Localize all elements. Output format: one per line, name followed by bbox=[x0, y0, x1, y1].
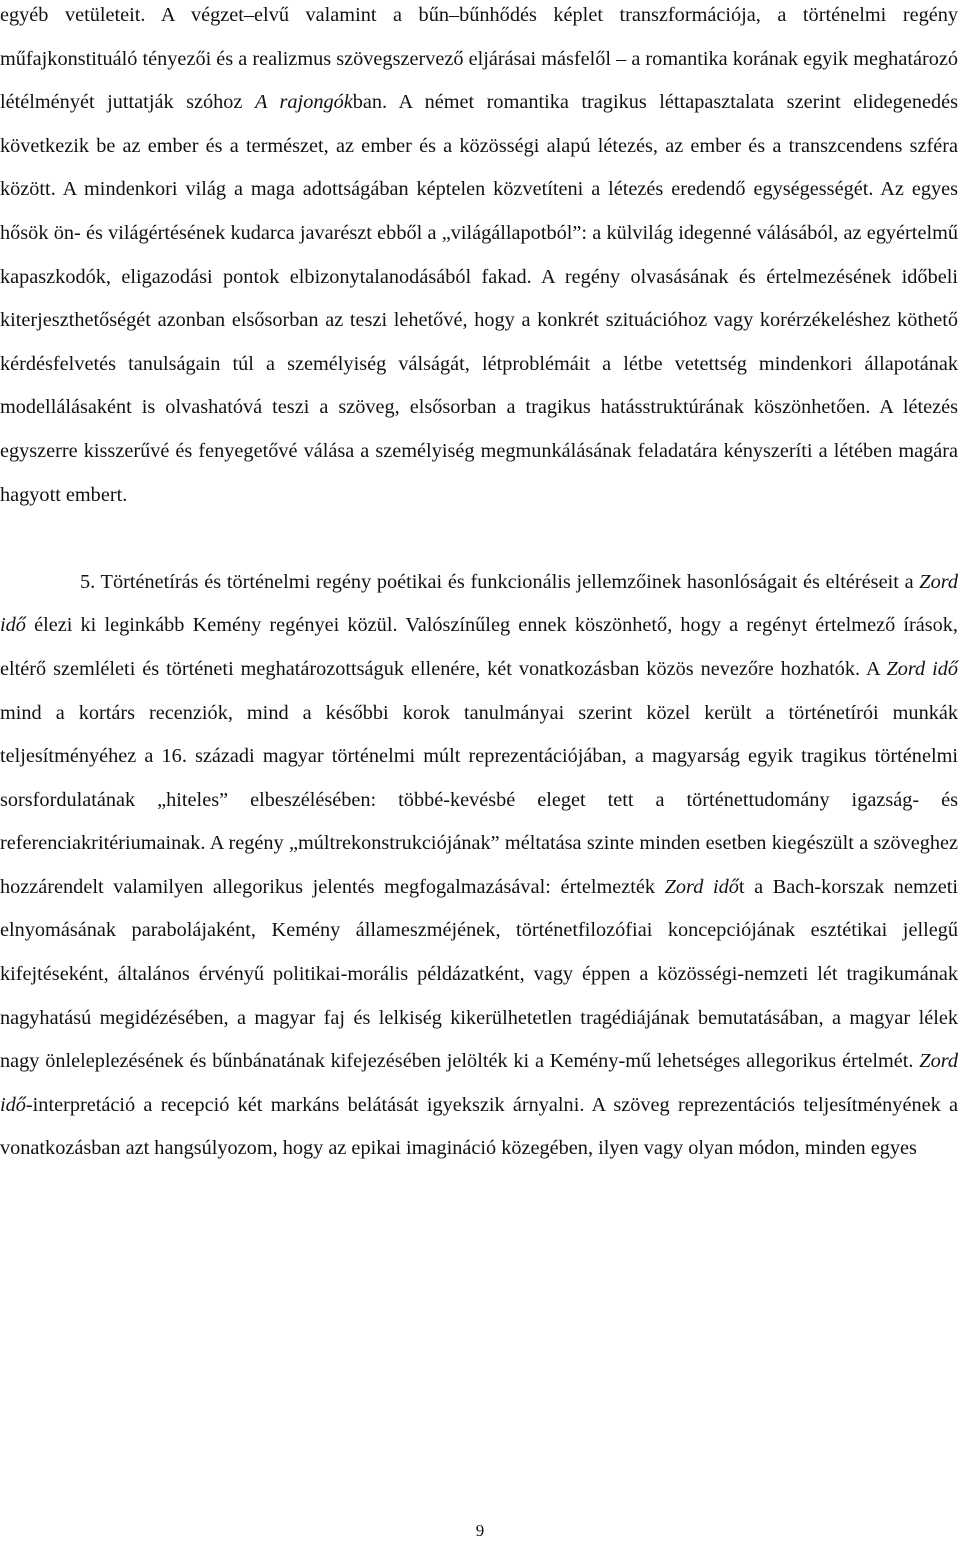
italic-title: Zord idő bbox=[0, 570, 958, 637]
text-run: mind a kortárs recenziók, mind a későbbi korok tanulmányai szerint közel került a történetírói munkák teljesítményéhez a 16. századi magyar történelmi múlt reprezentációjában, a magyarság egyik tragikus történelmi sorsfordulatának „hiteles” elbeszélésében: többé-kevésbé eleget tett a történettudomány igazság- és referenciakritériumainak. A regény „múltrekonstrukciójának” méltatása szinte minden esetben kiegészült a szöveghez hozzárendelt valamilyen allegorikus jelentés megfogalmazásával: értelmezték bbox=[0, 701, 958, 898]
text-run: -interpretáció a recepció két markáns belátását igyekszik árnyalni. A szöveg reprezentációs teljesítményének a vonatkozásban azt hangsúlyozom, hogy az epikai imagináció közegében, ilyen vagy olyan módon, minden egyes bbox=[0, 1093, 958, 1160]
text-run: ban. A német romantika tragikus léttapasztalata szerint elidegenedés következik be az ember és a természet, az ember és a közösségi alapú létezés, az ember és a transzcendens szféra között. A mindenkori világ a maga adottságában képtelen közvetíteni a létezés eredendő egységességét. Az egyes hősök ön- és világértésének kudarca javarészt ebből a „világállapotból”: a külvilág idegenné válásából, az egyértelmű kapaszkodók, eligazodási pontok elbizonytalanodásából fakad. A regény olvasásának és értelmezésének időbeli kiterjeszthetőségét azonban elsősorban az teszi lehetővé, hogy a konkrét szituációhoz vagy korérzékeléshez köthető kérdésfelvetés tanulságain túl a személyiség válságát, létproblémáit a létbe vetettség mindenkori állapotának modellálásaként is olvashatóvá teszi a szöveg, elsősorban a tragikus hatásstruktúrának köszönhetően. A létezés egyszerre kisszerűvé és fenyegetővé válása a személyiség megmunkálásának feladatára kényszeríti a létében magára hagyott embert. bbox=[0, 91, 958, 506]
italic-title: Zord idő bbox=[0, 1050, 958, 1116]
text-run: élezi ki leginkább Kemény regényei közül. Valószínűleg ennek köszönhető, hogy a regényt értelmező írások, eltérő szemléleti és történeti meghatározottságuk ellenére, két vonatkozásban közös nevezőre hozhatók. A bbox=[0, 614, 958, 680]
text-run: 5. Történetírás és történelmi regény poétikai és funkcionális jellemzőinek hasonlóságait és eltéréseit a bbox=[80, 570, 920, 593]
italic-title: Zord idő bbox=[886, 657, 959, 680]
text-run: t a Bach-korszak nemzeti elnyomásának parabolájaként, Kemény állameszméjének, történetfilozófiai koncepciójának esztétikai jellegű kifejtéseként, általános érvényű politikai-morális példázatként, vagy éppen a közösségi-nemzeti lét tragikumának nagyhatású megidézésében, a magyar faj és lelkiség kikerülhetetlen tragédiájának bemutatásában, a magyar lélek nagy önleleplezésének és bűnbánatának kifejezésében jelölték ki a Kemény-mű lehetséges allegorikus értelmét. bbox=[0, 875, 958, 1073]
italic-title: A rajongók bbox=[254, 91, 353, 114]
italic-title: Zord idő bbox=[664, 875, 739, 898]
text-run: egyéb vetületeit. A végzet–elvű valamint a bűn–bűnhődés képlet transzformációja, a történelmi regény műfajkonstituáló tényezői és a realizmus szövegszervező eljárásai másfelől – a romantika korának egyik meghatározó létélményét juttatják szóhoz bbox=[0, 4, 958, 114]
paragraph-1 bbox=[0, 0, 958, 517]
page-number: 9 bbox=[475, 1521, 485, 1540]
paragraph-2 bbox=[0, 561, 958, 1171]
